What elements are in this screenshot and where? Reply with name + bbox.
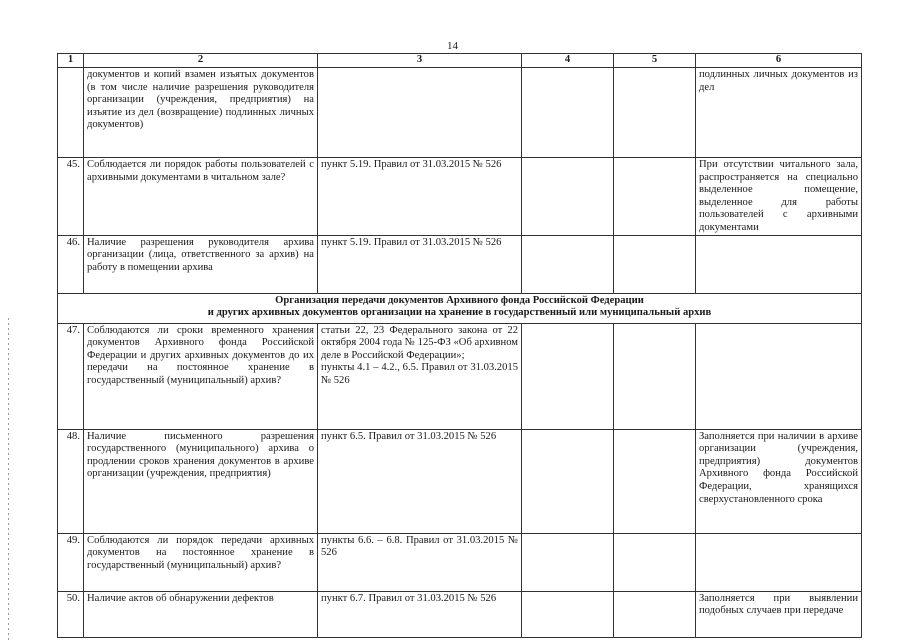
note-text: подлинных личных документов из дел xyxy=(696,68,862,158)
requirement-text: Соблюдается ли порядок работы пользователей с архивными документами в читальном зале? xyxy=(84,158,318,236)
answer-cell xyxy=(614,429,696,533)
answer-cell xyxy=(614,323,696,429)
note-text xyxy=(696,235,862,293)
row-number xyxy=(58,68,84,158)
note-text: Заполняется при выявлении подобных случаев при передаче xyxy=(696,591,862,637)
table-row xyxy=(58,68,862,158)
note-text: Заполняется при наличии в архиве организации (учреждения, предприятия) документов Архивного фонда Российской Федерации, хранящихся сверхустановленного срока xyxy=(696,429,862,533)
legal-reference xyxy=(318,68,522,158)
legal-reference: пункт 5.19. Правил от 31.03.2015 № 526 xyxy=(318,235,522,293)
header-col-5: 5 xyxy=(614,54,696,68)
requirement-text: Наличие актов об обнаружении дефектов xyxy=(84,591,318,637)
legal-reference: пункт 6.5. Правил от 31.03.2015 № 526 xyxy=(318,429,522,533)
row-number: 50. xyxy=(58,591,84,637)
answer-cell xyxy=(614,235,696,293)
answer-cell xyxy=(522,591,614,637)
requirement-text: документов и копий взамен изъятых документов (в том числе наличие разрешения руководителя организации (учреждения, предприятия) на изъятие из дел (возвращение) подлинных личных документов) xyxy=(84,68,318,158)
note-text xyxy=(696,533,862,591)
row-number: 45. xyxy=(58,158,84,236)
note-text xyxy=(696,323,862,429)
header-col-1: 1 xyxy=(58,54,84,68)
table-row xyxy=(58,533,862,591)
legal-reference: пункты 6.6. – 6.8. Правил от 31.03.2015 № 526 xyxy=(318,533,522,591)
row-number: 49. xyxy=(58,533,84,591)
answer-cell xyxy=(522,158,614,236)
legal-reference: пункт 5.19. Правил от 31.03.2015 № 526 xyxy=(318,158,522,236)
requirement-text: Наличие письменного разрешения государственного (муниципального) архива о продлении сроков хранения документов в архиве организации (учреждения, предприятия) xyxy=(84,429,318,533)
answer-cell xyxy=(614,591,696,637)
table-row xyxy=(58,235,862,293)
requirement-text: Наличие разрешения руководителя архива организации (лица, ответственного за архив) на работу в помещении архива xyxy=(84,235,318,293)
answer-cell xyxy=(614,68,696,158)
requirement-text: Соблюдаются ли сроки временного хранения документов Архивного фонда Российской Федерации и других архивных документов до их передачи на постоянное хранение в государственный (муниципальный) архив? xyxy=(84,323,318,429)
table-row xyxy=(58,591,862,637)
table-row xyxy=(58,158,862,236)
header-col-3: 3 xyxy=(318,54,522,68)
answer-cell xyxy=(522,235,614,293)
answer-cell xyxy=(522,533,614,591)
answer-cell xyxy=(614,158,696,236)
answer-cell xyxy=(522,323,614,429)
row-number: 47. xyxy=(58,323,84,429)
header-col-6: 6 xyxy=(696,54,862,68)
checklist-table xyxy=(57,53,862,638)
note-text: При отсутствии читального зала, распространяется на специально выделенное помещение, выделенное для работы пользователей с архивными документами xyxy=(696,158,862,236)
table-header-row xyxy=(58,54,862,68)
answer-cell xyxy=(522,68,614,158)
requirement-text: Соблюдаются ли порядок передачи архивных документов на постоянное хранение в государственный (муниципальный) архив? xyxy=(84,533,318,591)
answer-cell xyxy=(614,533,696,591)
legal-reference: статьи 22, 23 Федерального закона от 22 октября 2004 года № 125-ФЗ «Об архивном деле в Российской Федерации»; пункты 4.1 – 4.2., 6.5. Правил от 31.03.2015 № 526 xyxy=(318,323,522,429)
section-title: Организация передачи документов Архивного фонда Российской Федерации и других архивных документов организации на хранение в государственный или муниципальный архив xyxy=(58,293,862,323)
answer-cell xyxy=(522,429,614,533)
header-col-2: 2 xyxy=(84,54,318,68)
table-row xyxy=(58,429,862,533)
header-col-4: 4 xyxy=(522,54,614,68)
legal-reference: пункт 6.7. Правил от 31.03.2015 № 526 xyxy=(318,591,522,637)
row-number: 48. xyxy=(58,429,84,533)
row-number: 46. xyxy=(58,235,84,293)
section-header-row xyxy=(58,293,862,323)
scan-edge-artifact xyxy=(8,318,9,640)
page-number: 14 xyxy=(447,40,458,52)
table-row xyxy=(58,323,862,429)
